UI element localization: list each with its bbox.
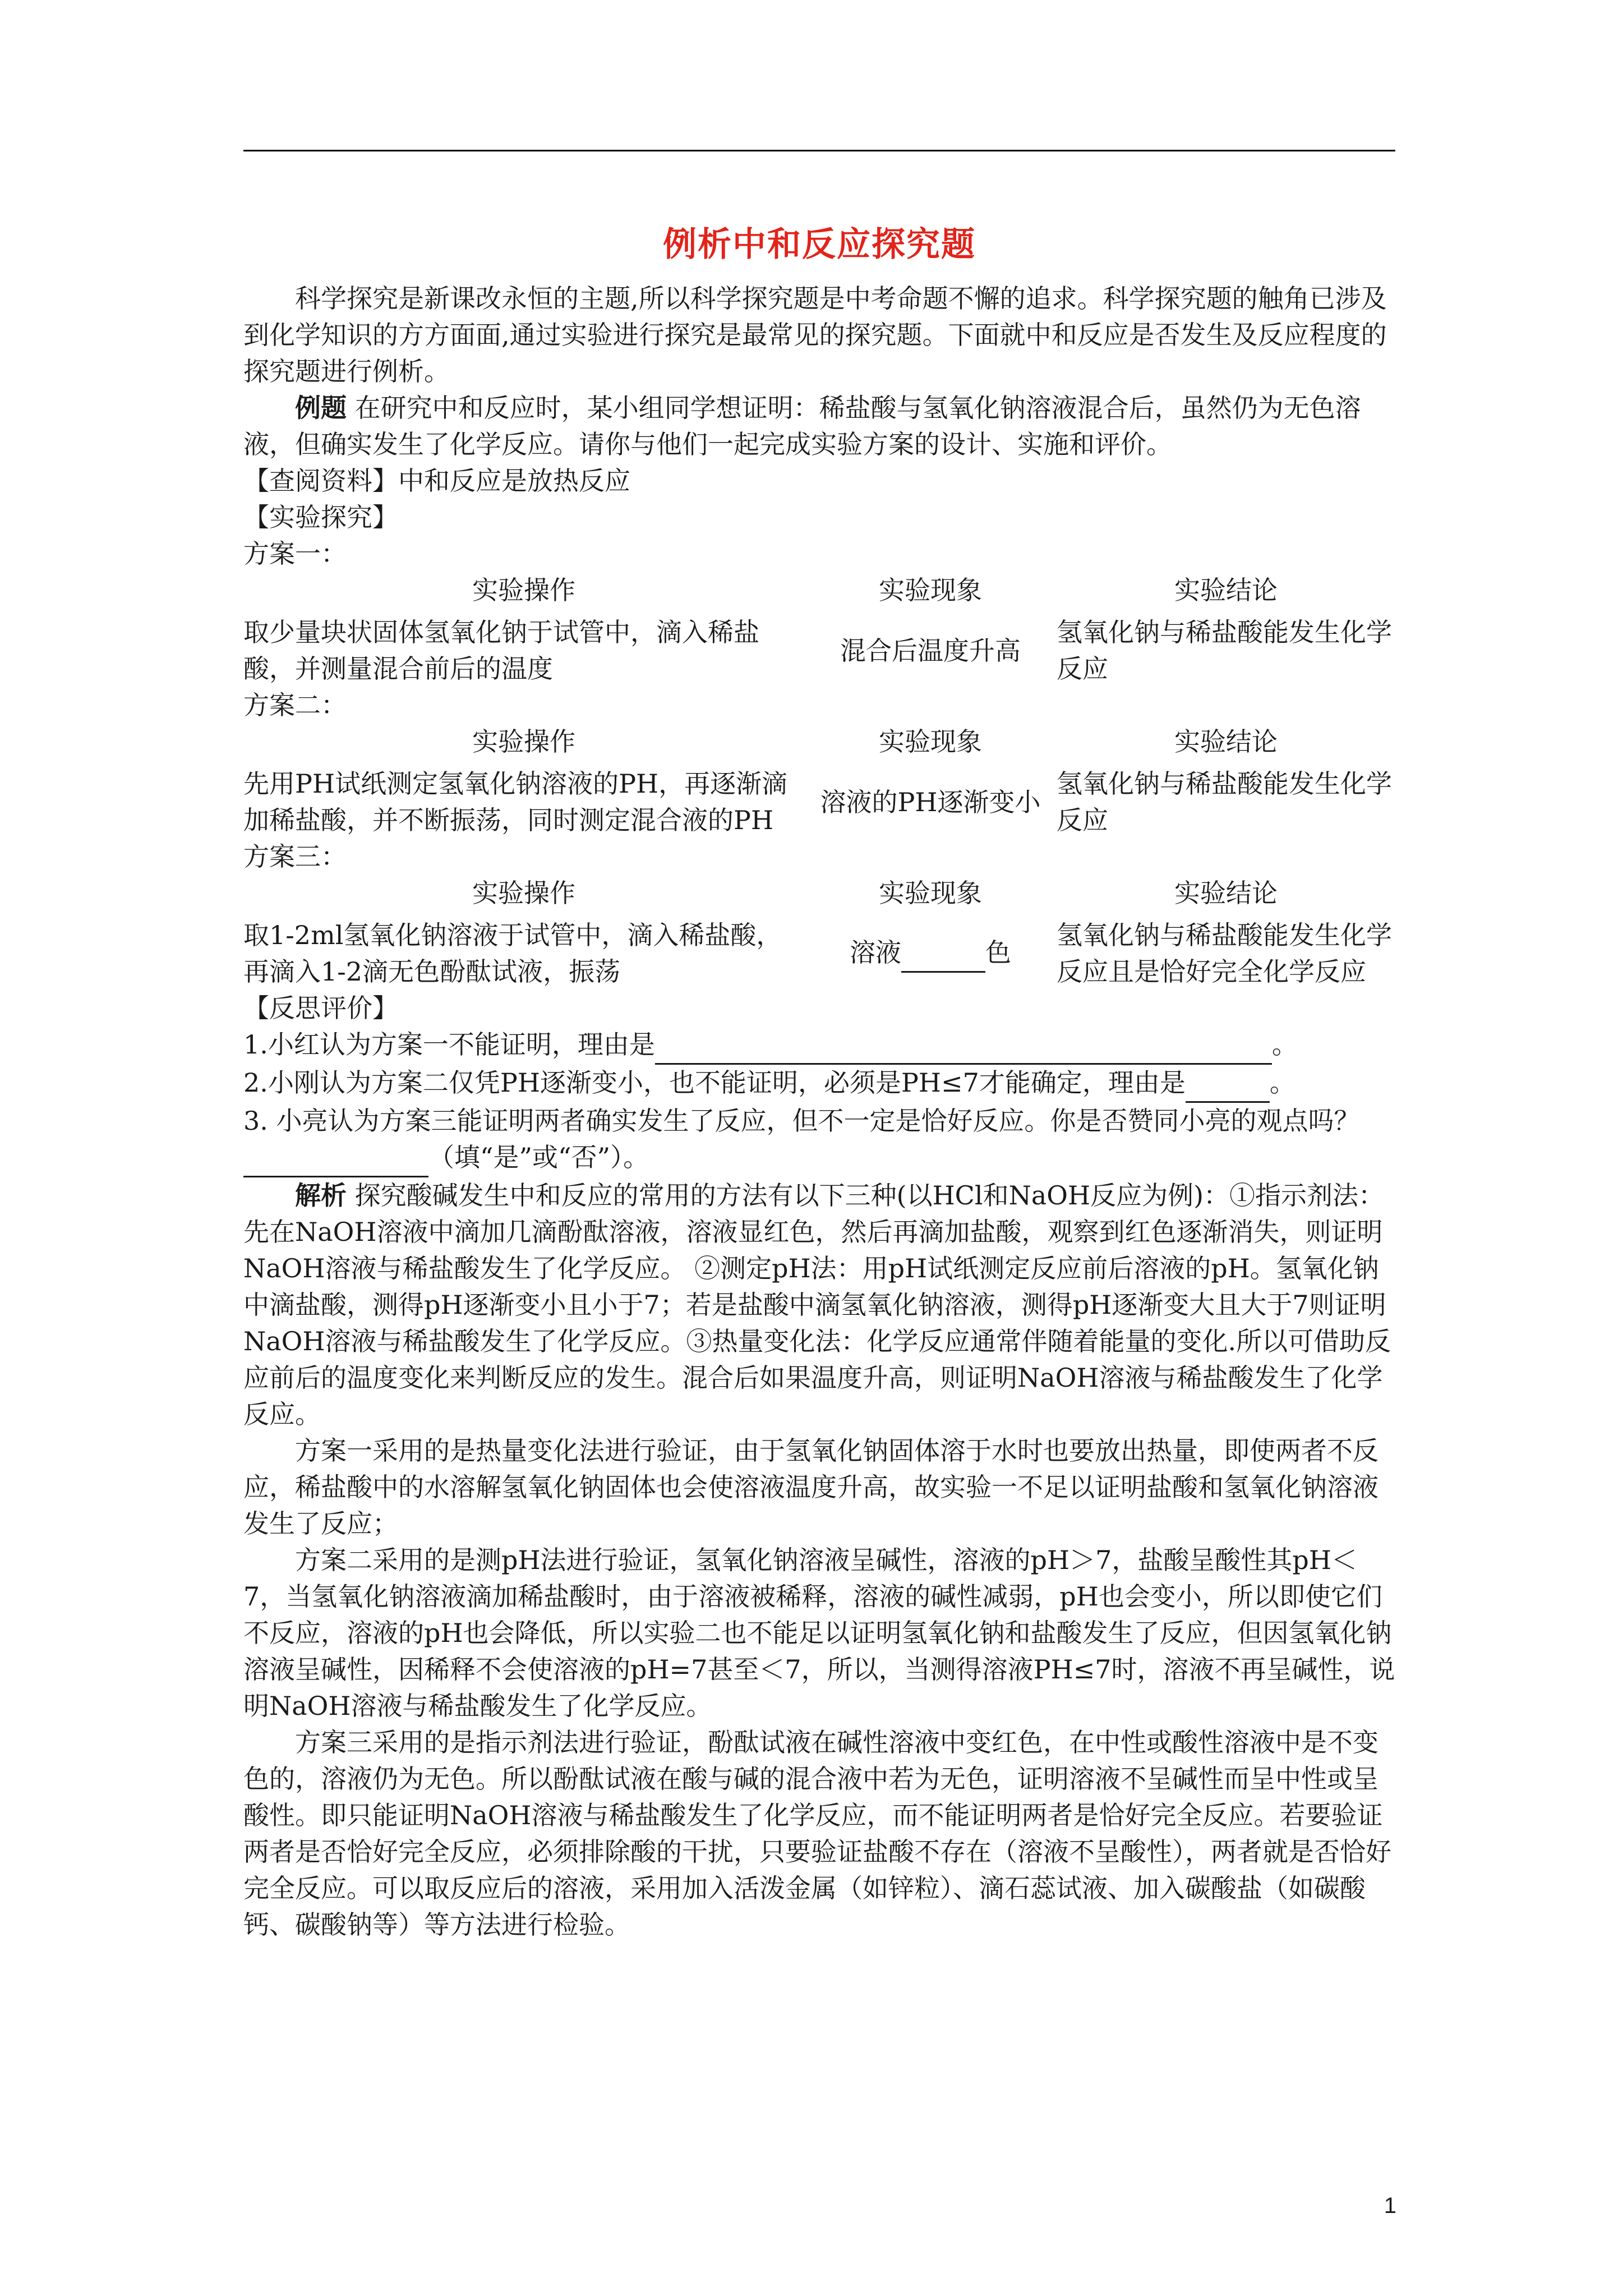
question-2 xyxy=(243,1065,1395,1103)
header-operation: 实验操作 xyxy=(472,575,575,605)
plan-2-conclusion: 氢氧化钠与稀盐酸能发生化学反应 xyxy=(1057,769,1392,835)
reflect-heading: 【反思评价】 xyxy=(243,993,398,1023)
plan-2-operation: 先用PH试纸测定氢氧化钠溶液的PH，再逐渐滴加稀盐酸，并不断振荡，同时测定混合液的PH xyxy=(243,769,788,835)
plan-3-table xyxy=(243,875,1395,990)
plan-3-label: 方案三： xyxy=(243,841,347,872)
example-paragraph xyxy=(243,390,1395,463)
page-number: 1 xyxy=(1384,2193,1396,2218)
page-title: 例析中和反应探究题 xyxy=(663,225,976,264)
example-text: 在研究中和反应时，某小组同学想证明：稀盐酸与氢氧化钠溶液混合后，虽然仍为无色溶液，但确实发生了化学反应。请你与他们一起完成实验方案的设计、实施和评价。 xyxy=(243,393,1361,459)
header-phenomenon: 实验现象 xyxy=(879,878,982,908)
plan-1-label: 方案一： xyxy=(243,539,347,569)
question-1 xyxy=(243,1027,1395,1065)
header-conclusion: 实验结论 xyxy=(1174,878,1278,908)
question-3-text: 3. 小亮认为方案三能证明两者确实发生了反应，但不一定是恰好反应。你是否赞同小亮的观点吗？ xyxy=(243,1106,1360,1136)
plan-3-analysis: 方案三采用的是指示剂法进行验证，酚酞试液在碱性溶液中变红色，在中性或酸性溶液中是不变色的，溶液仍为无色。所以酚酞试液在酸与碱的混合液中若为无色，证明溶液不呈碱性而呈中性或呈酸性。即只能证明NaOH溶液与稀盐酸发生了化学反应，而不能证明两者是恰好完全反应。若要验证两者是否恰好完全反应，必须排除酸的干扰，只要验证盐酸不存在（溶液不呈酸性），两者就是否恰好完全反应。可以取反应后的溶液，采用加入活泼金属（如锌粒）、滴石蕊试液、加入碳酸盐（如碳酸钙、碳酸钠等）等方法进行检验。 xyxy=(243,1727,1391,1940)
question-2-blank[interactable] xyxy=(1186,1065,1270,1103)
header-conclusion: 实验结论 xyxy=(1174,575,1278,605)
analysis-label: 解析 xyxy=(295,1180,347,1211)
question-1-text: 1.小红认为方案一不能证明，理由是 xyxy=(243,1029,655,1060)
plan-1-table xyxy=(243,572,1395,687)
document-body xyxy=(243,280,1395,1943)
plan-1-analysis: 方案一采用的是热量变化法进行验证，由于氢氧化钠固体溶于水时也要放出热量，即使两者不反应，稀盐酸中的水溶解氢氧化钠固体也会使溶液温度升高，故实验一不足以证明盐酸和氢氧化钠溶液发生了反应； xyxy=(243,1435,1378,1539)
lookup-heading: 【查阅资料】中和反应是放热反应 xyxy=(243,466,630,496)
header-phenomenon: 实验现象 xyxy=(879,575,982,605)
plan-2-phenomenon: 溶液的PH逐渐变小 xyxy=(820,786,1041,817)
plan-3-operation: 取1-2ml氢氧化钠溶液于试管中，滴入稀盐酸，再滴入1-2滴无色酚酞试液，振荡 xyxy=(243,920,782,987)
plan-3-conclusion: 氢氧化钠与稀盐酸能发生化学反应且是恰好完全化学反应 xyxy=(1057,920,1392,987)
header-conclusion: 实验结论 xyxy=(1174,726,1278,757)
color-blank-field[interactable] xyxy=(901,935,985,973)
header-operation: 实验操作 xyxy=(472,726,575,757)
example-label: 例题 xyxy=(295,393,347,423)
header-operation: 实验操作 xyxy=(472,878,575,908)
question-1-blank[interactable] xyxy=(655,1027,1272,1065)
question-2-text: 2.小刚认为方案二仅凭PH逐渐变小，也不能证明，必须是PH≤7才能确定，理由是 xyxy=(243,1068,1186,1098)
header-phenomenon: 实验现象 xyxy=(879,726,982,757)
question-3-blank[interactable] xyxy=(243,1139,428,1177)
phenomenon-prefix: 溶液 xyxy=(850,937,901,968)
intro-paragraph: 科学探究是新课改永恒的主题,所以科学探究题是中考命题不懈的追求。科学探究题的触角已涉及到化学知识的方方面面,通过实验进行探究是最常见的探究题。下面就中和反应是否发生及反应程度的探究题进行例析。 xyxy=(243,283,1387,386)
question-3 xyxy=(243,1103,1395,1177)
question-3-end: （填“是”或“否”）。 xyxy=(428,1142,649,1172)
explore-heading: 【实验探究】 xyxy=(243,502,398,532)
plan-2-table xyxy=(243,724,1395,839)
plan-1-conclusion: 氢氧化钠与稀盐酸能发生化学反应 xyxy=(1057,617,1392,684)
question-1-end: 。 xyxy=(1271,1029,1298,1060)
plan-3-phenomenon xyxy=(804,917,1057,990)
header-rule xyxy=(243,150,1395,151)
analysis-text: 探究酸碱发生中和反应的常用的方法有以下三种(以HCl和NaOH反应为例)：①指示剂法：先在NaOH溶液中滴加几滴酚酞溶液，溶液显红色，然后再滴加盐酸，观察到红色逐渐消失，则证明NaOH溶液与稀盐酸发生了化学反应。 ②测定pH法：用pH试纸测定反应前后溶液的pH。氢氧化钠中滴盐酸，测得pH逐渐变小且小于7；若是盐酸中滴氢氧化钠溶液，测得pH逐渐变大且大于7则证明NaOH溶液与稀盐酸发生了化学反应。③热量变化法：化学反应通常伴随着能量的变化.所以可借助反应前后的温度变化来判断反应的发生。混合后如果温度升高，则证明NaOH溶液与稀盐酸发生了化学反应。 xyxy=(243,1180,1391,1429)
plan-2-label: 方案二： xyxy=(243,690,347,720)
question-2-end: 。 xyxy=(1269,1068,1295,1098)
plan-1-operation: 取少量块状固体氢氧化钠于试管中，滴入稀盐酸，并测量混合前后的温度 xyxy=(243,617,759,684)
plan-1-phenomenon: 混合后温度升高 xyxy=(840,635,1021,666)
analysis-paragraph xyxy=(243,1177,1395,1433)
plan-2-analysis: 方案二采用的是测pH法进行验证，氢氧化钠溶液呈碱性，溶液的pH＞7，盐酸呈酸性其pH＜7，当氢氧化钠溶液滴加稀盐酸时，由于溶液被稀释，溶液的碱性减弱，pH也会变小，所以即使它们不反应，溶液的pH也会降低，所以实验二也不能足以证明氢氧化钠和盐酸发生了反应，但因氢氧化钠溶液呈碱性，因稀释不会使溶液的pH=7甚至＜7，所以，当测得溶液PH≤7时，溶液不再呈碱性，说明NaOH溶液与稀盐酸发生了化学反应。 xyxy=(243,1545,1395,1721)
phenomenon-suffix: 色 xyxy=(985,937,1011,968)
